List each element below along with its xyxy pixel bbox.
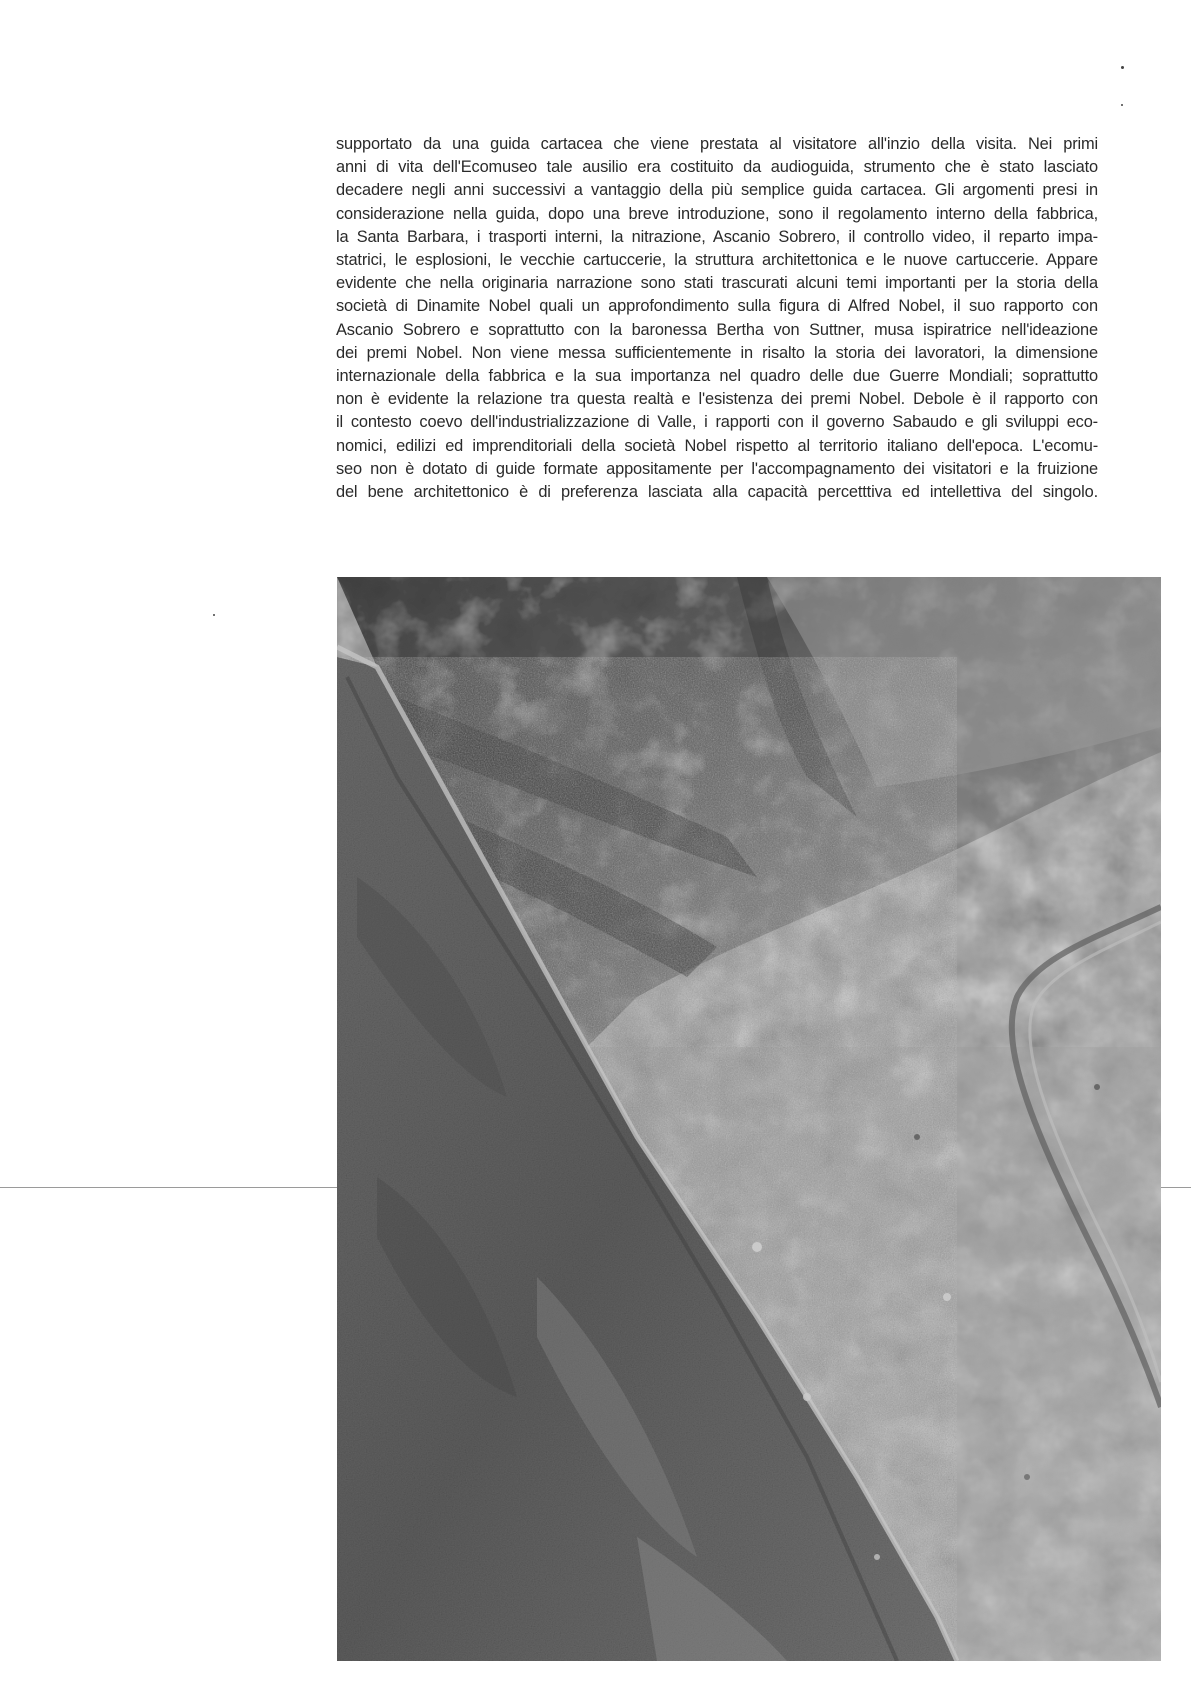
text-line: statrici, le esplosioni, le vecchie cartuccerie, la struttura architettonica e le nuove cartuccerie. Appare <box>336 251 1098 270</box>
text-line: considerazione nella guida, dopo una breve introduzione, sono il regolamento interno della fabbrica, <box>336 204 1098 223</box>
scan-speck <box>213 614 215 616</box>
text-line: supportato da una guida cartacea che viene prestata al visitatore all'inzio della visita. Nei primi <box>336 135 1098 153</box>
scan-speck <box>1121 104 1123 106</box>
text-line: nomici, edilizi ed imprenditoriali della società Nobel rispetto al territorio italiano dell'epoca. L'ecomu- <box>336 436 1098 455</box>
text-line: internazionale della fabbrica e la sua importanza nel quadro delle due Guerre Mondiali; soprattutto <box>336 367 1098 386</box>
text-line: seo non è dotato di guide formate appositamente per l'accompagnamento dei visitatori e la fruizione <box>336 459 1098 478</box>
text-line: evidente che nella originaria narrazione sono stati trascurati alcuni temi importanti per la storia della <box>336 274 1098 293</box>
text-line: del bene architettonico è di preferenza lasciata alla capacità percetttiva ed intellettiva del singolo. <box>336 483 1098 502</box>
body-paragraph <box>336 133 1098 504</box>
text-line: la Santa Barbara, i trasporti interni, la nitrazione, Ascanio Sobrero, il controllo video, il reparto impa- <box>336 227 1098 246</box>
text-line: dei premi Nobel. Non viene messa sufficientemente in risalto la storia dei lavoratori, la dimensione <box>336 343 1098 362</box>
text-line: società di Dinamite Nobel quali un approfondimento sulla figura di Alfred Nobel, il suo rapporto con <box>336 297 1098 316</box>
text-line: Ascanio Sobrero e soprattutto con la baronessa Bertha von Suttner, musa ispiratrice nell'ideazione <box>336 320 1098 339</box>
scan-speck <box>1121 66 1124 69</box>
concrete-wall-photo <box>337 577 1161 1661</box>
text-line: non è evidente la relazione tra questa realtà e l'esistenza dei premi Nobel. Debole è il rapporto con <box>336 390 1098 409</box>
text-line: il contesto coevo dell'industrializzazione di Valle, i rapporti con il governo Sabaudo e gli sviluppi eco- <box>336 413 1098 432</box>
text-line: decadere negli anni successivi a vantaggio della più semplice guida cartacea. Gli argomenti presi in <box>336 181 1098 200</box>
photo-graphic <box>337 577 1161 1661</box>
text-line: anni di vita dell'Ecomuseo tale ausilio era costituito da audioguida, strumento che è stato lasciato <box>336 158 1098 177</box>
